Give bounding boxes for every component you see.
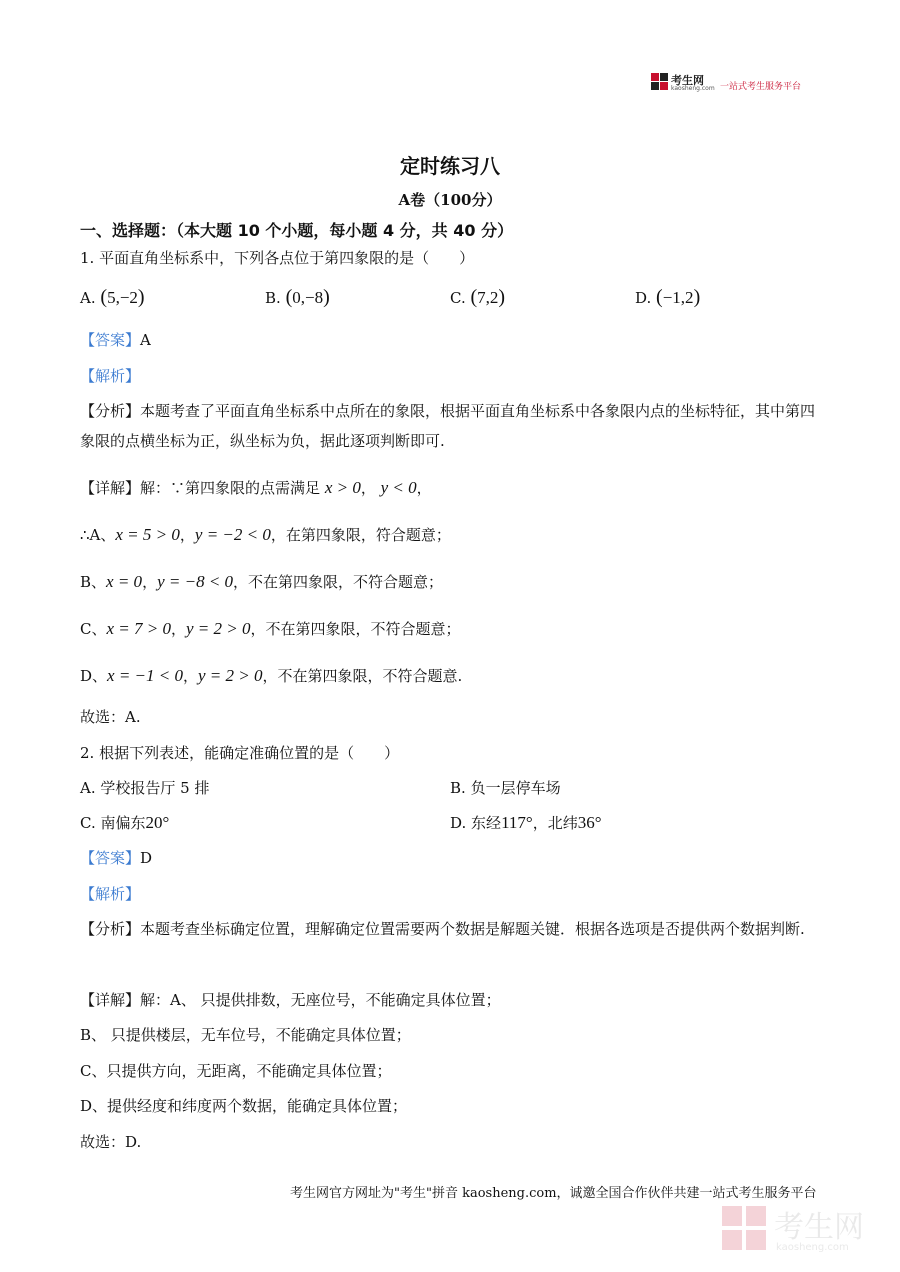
q2-stem: 2. 根据下列表述，能确定准确位置的是（ ）	[80, 744, 400, 762]
q1-line-a	[80, 525, 451, 545]
option-label: A.	[80, 779, 96, 797]
option-label: C.	[80, 814, 96, 832]
line-math-x: x = 7 > 0	[106, 619, 171, 638]
q2-line-b: B、 只提供楼层，无车位号，不能确定具体位置；	[80, 1026, 411, 1044]
xiangjie-text: 解：∵第四象限的点需满足	[140, 479, 321, 497]
line-sep: ，	[142, 573, 158, 591]
logo-name: 考生网	[671, 74, 704, 87]
kaosheng-logo-icon	[651, 73, 668, 90]
q2-line-d: D、提供经度和纬度两个数据，能确定具体位置；	[80, 1097, 408, 1115]
q2-analysis-tag: 【解析】	[80, 885, 141, 903]
option-math: 117°	[501, 813, 533, 832]
q1-option-a: A. (5,−2)	[80, 286, 145, 308]
answer-tag: 【答案】	[80, 849, 141, 867]
line-text: ，不在第四象限，不符合题意；	[250, 620, 461, 638]
line-text: ，不在第四象限，不符合题意；	[233, 573, 444, 591]
watermark-name: 考生网	[774, 1210, 864, 1245]
answer-tag: 【答案】	[80, 331, 141, 349]
watermark-domain: kaosheng.com	[776, 1242, 849, 1253]
option-value: 7,2	[477, 288, 499, 307]
line-math-y: y = −8 < 0	[157, 572, 234, 591]
page-footer: 考生网官方网址为"考生"拼音 kaosheng.com，诚邀全国合作伙伴共建一站式考生服务平台	[290, 1186, 817, 1201]
option-label: D.	[635, 289, 652, 307]
option-math-2: 36°	[577, 813, 602, 832]
line-sep: ，	[183, 667, 199, 685]
q1-conclusion: 故选：A.	[80, 708, 141, 726]
page-subtitle: A卷（100分）	[398, 191, 502, 209]
q1-answer	[80, 330, 151, 350]
line-math-x: x = −1 < 0	[107, 666, 183, 685]
q1-line-c	[80, 619, 461, 639]
q2-answer	[80, 848, 152, 868]
line-prefix: C、	[80, 620, 107, 638]
fenxi-tag: 【分析】	[80, 402, 141, 420]
q1-option-d: D. (−1,2)	[635, 286, 701, 308]
line-math-x: x = 0	[106, 572, 143, 591]
cond-y: y < 0	[380, 478, 417, 497]
cond-end: ，	[416, 479, 432, 497]
option-text: 负一层停车场	[470, 779, 561, 797]
q1-option-c: C. (7,2)	[450, 286, 506, 308]
option-text: 学校报告厅 5 排	[100, 779, 210, 797]
line-prefix: ∴A、	[80, 526, 116, 544]
option-value: 0,−8	[292, 288, 324, 307]
line-math-x: x = 5 > 0	[115, 525, 180, 544]
fenxi-text: 本题考查了平面直角坐标系中点所在的象限，根据平面直角坐标系中各象限内点的坐标特征，其中第四象限的点横坐标为正，纵坐标为负，据此逐项判断即可.	[80, 402, 816, 450]
logo-domain: kaosheng.com	[671, 85, 715, 92]
line-math-y: y = −2 < 0	[194, 525, 271, 544]
q2-line-c: C、只提供方向，无距离，不能确定具体位置；	[80, 1062, 392, 1080]
option-label: B.	[265, 289, 281, 307]
answer-value: A	[140, 331, 151, 349]
xiangjie-line: 解：A、 只提供排数，无座位号，不能确定具体位置；	[140, 991, 501, 1009]
q1-fenxi	[80, 396, 820, 456]
xiangjie-tag: 【详解】	[80, 991, 141, 1009]
option-text: 东经	[471, 814, 502, 832]
q2-option-d	[450, 813, 602, 833]
line-math-y: y = 2 > 0	[198, 666, 263, 685]
option-value: 5,−2	[107, 288, 138, 307]
line-sep: ，	[170, 620, 186, 638]
xiangjie-tag: 【详解】	[80, 479, 141, 497]
q2-fenxi	[80, 914, 820, 944]
answer-value: D	[140, 849, 153, 867]
option-label: A.	[80, 289, 96, 307]
fenxi-text: 本题考查坐标确定位置，理解确定位置需要两个数据是解题关键．根据各选项是否提供两个数据判断.	[140, 920, 805, 938]
option-value: −1,2	[662, 288, 694, 307]
q1-stem: 1. 平面直角坐标系中，下列各点位于第四象限的是（ ）	[80, 249, 475, 267]
line-math-y: y = 2 > 0	[186, 619, 251, 638]
option-math: 20°	[145, 813, 170, 832]
line-prefix: D、	[80, 667, 108, 685]
option-label: B.	[450, 779, 466, 797]
q2-option-a	[80, 778, 209, 798]
cond-sep: ，	[360, 479, 376, 497]
q1-option-b: B. (0,−8)	[265, 286, 330, 308]
q2-xiangjie	[80, 990, 501, 1010]
option-text: 南偏东	[100, 814, 146, 832]
q2-option-c	[80, 813, 169, 833]
option-label: D.	[450, 814, 467, 832]
line-text: ，在第四象限，符合题意；	[270, 526, 451, 544]
q1-line-d	[80, 666, 462, 686]
line-text: ，不在第四象限，不符合题意.	[262, 667, 463, 685]
page-title: 定时练习八	[400, 154, 500, 178]
q1-analysis-tag: 【解析】	[80, 367, 141, 385]
line-sep: ，	[179, 526, 195, 544]
q2-conclusion: 故选：D.	[80, 1133, 142, 1151]
watermark	[722, 1202, 872, 1257]
q1-line-b	[80, 572, 443, 592]
line-prefix: B、	[80, 573, 107, 591]
header-slogan: 一站式考生服务平台	[720, 82, 802, 92]
watermark-logo-icon	[722, 1206, 766, 1250]
cond-x: x > 0	[324, 478, 361, 497]
q1-xiangjie	[80, 478, 432, 498]
q2-option-b	[450, 778, 561, 798]
fenxi-tag: 【分析】	[80, 920, 141, 938]
option-text-2: ，北纬	[532, 814, 578, 832]
section-heading: 一、选择题：（本大题 10 个小题，每小题 4 分，共 40 分）	[80, 221, 514, 240]
option-label: C.	[450, 289, 466, 307]
